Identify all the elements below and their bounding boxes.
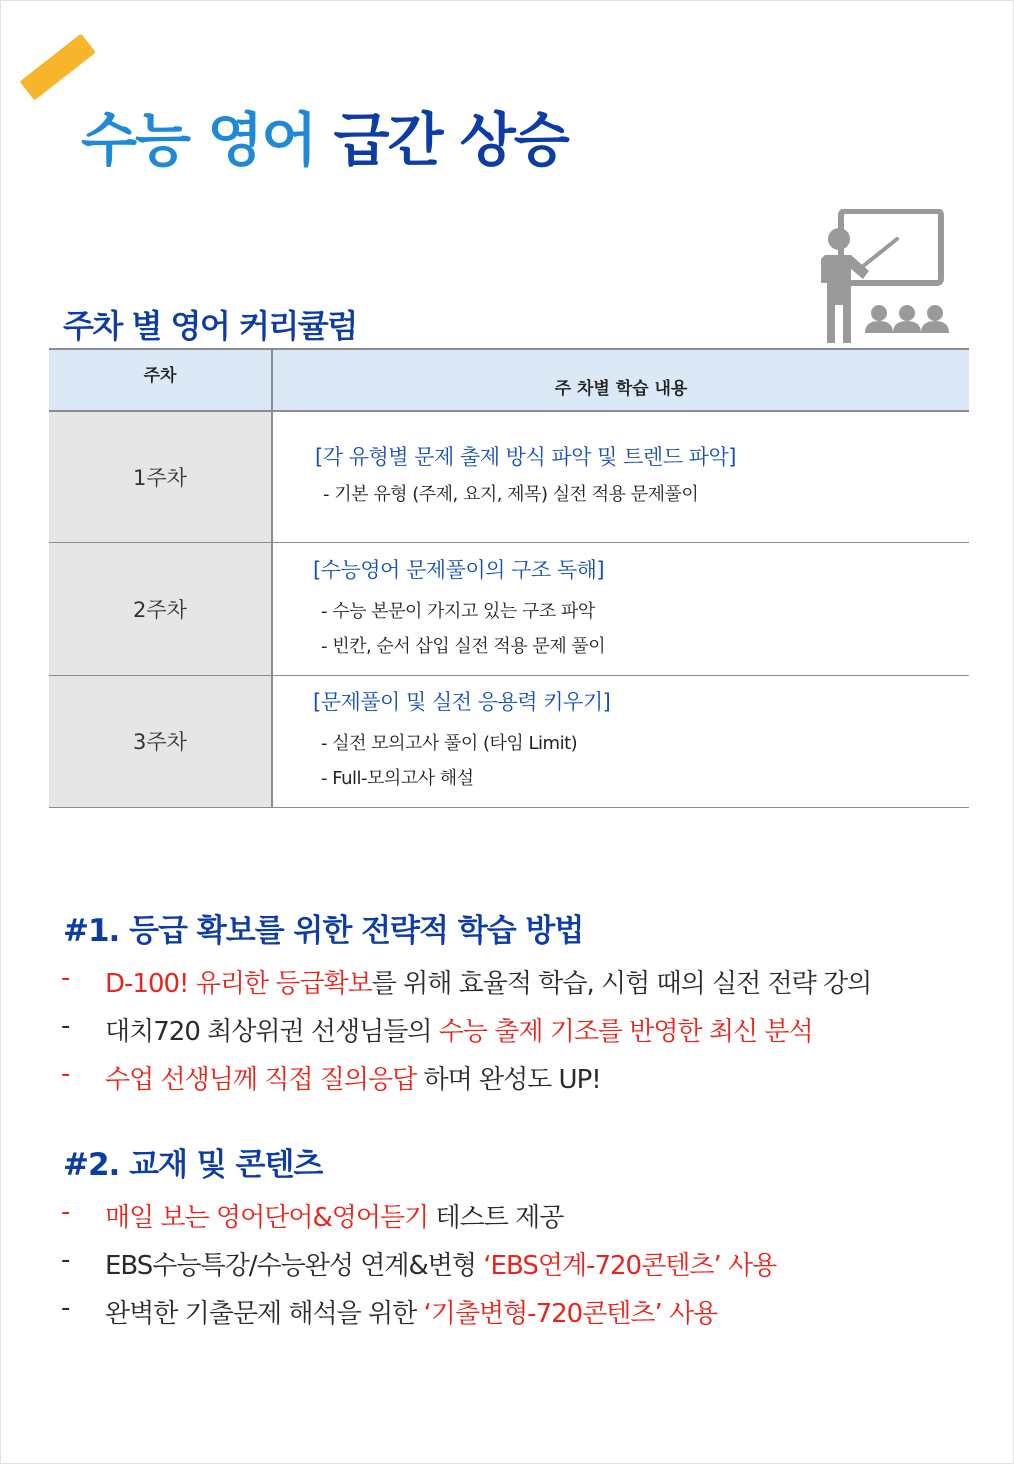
curriculum-section-title: 주차 별 영어 커리큘럼 <box>63 307 357 345</box>
list-item <box>61 1197 961 1245</box>
list-item <box>61 1293 961 1341</box>
content-cell <box>272 542 969 675</box>
bullet-dash: - <box>61 1059 70 1089</box>
bullet-dash: - <box>61 1293 70 1323</box>
content-heading: [문제풀이 및 실전 응용력 키우기] <box>313 690 611 714</box>
list-item <box>61 1011 961 1059</box>
title-accent-bar <box>20 34 96 101</box>
title-part-1: 수능 영어 <box>81 106 316 174</box>
column-header-week: 주차 <box>49 349 272 411</box>
title-part-2: 급간 상승 <box>333 106 568 174</box>
week-cell: 1주차 <box>49 411 272 542</box>
bullet-text: 대치720 최상위권 선생님들의 수능 출제 기조를 반영한 최신 분석 <box>105 1017 813 1047</box>
section-1-bullets <box>61 963 961 1107</box>
list-item <box>61 963 961 1011</box>
content-item: - Full-모의고사 해설 <box>321 768 474 789</box>
curriculum-table <box>49 348 969 808</box>
bullet-text: 매일 보는 영어단어&영어듣기 테스트 제공 <box>105 1203 564 1233</box>
bullet-text: 수업 선생님께 직접 질의응답 하며 완성도 UP! <box>105 1065 601 1095</box>
bullet-dash: - <box>61 1245 70 1275</box>
table-row <box>49 675 969 807</box>
bullet-text: EBS수능특강/수능완성 연계&변형 ‘EBS연계-720콘텐츠’ 사용 <box>105 1251 777 1281</box>
column-header-content: 주 차별 학습 내용 <box>272 349 969 411</box>
section-1-title: #1. 등급 확보를 위한 전략적 학습 방법 <box>63 913 584 949</box>
section-2-title: #2. 교재 및 콘텐츠 <box>63 1147 323 1183</box>
table-row <box>49 542 969 675</box>
list-item <box>61 1245 961 1293</box>
bullet-text: D-100! 유리한 등급확보를 위해 효율적 학습, 시험 때의 실전 전략 강의 <box>105 969 872 999</box>
page-title <box>81 93 568 177</box>
content-item: - 기본 유형 (주제, 요지, 제목) 실전 적용 문제풀이 <box>323 484 699 506</box>
content-item: - 실전 모의고사 풀이 (타임 Limit) <box>321 733 578 754</box>
content-item: - 수능 본문이 가지고 있는 구조 파악 <box>321 600 595 622</box>
bullet-dash: - <box>61 963 70 993</box>
week-cell: 3주차 <box>49 675 272 807</box>
content-heading: [수능영어 문제풀이의 구조 독해] <box>313 557 605 582</box>
teacher-presentation-icon <box>805 209 957 347</box>
bullet-dash: - <box>61 1197 70 1227</box>
list-item <box>61 1059 961 1107</box>
table-row <box>49 411 969 542</box>
section-2-bullets <box>61 1197 961 1341</box>
content-heading: [각 유형별 문제 출제 방식 파악 및 트렌드 파악] <box>315 445 736 470</box>
content-cell <box>272 675 969 807</box>
bullet-text: 완벽한 기출문제 해석을 위한 ‘기출변형-720콘텐츠’ 사용 <box>105 1299 718 1329</box>
week-cell: 2주차 <box>49 542 272 675</box>
content-item: - 빈칸, 순서 삽입 실전 적용 문제 풀이 <box>321 635 606 657</box>
content-cell <box>272 411 969 542</box>
bullet-dash: - <box>61 1011 70 1041</box>
